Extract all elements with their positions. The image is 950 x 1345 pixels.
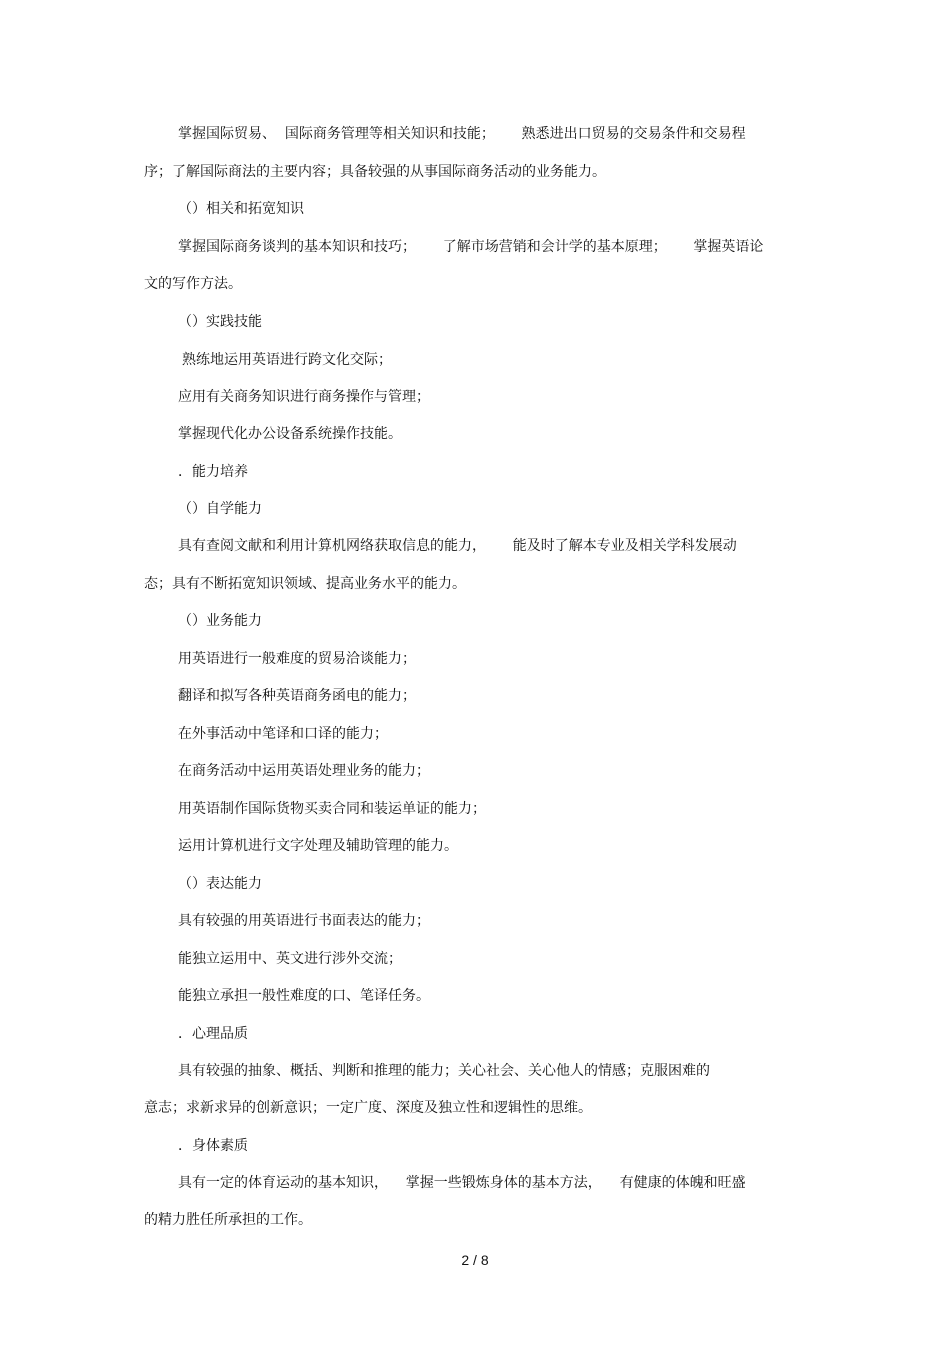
section-heading: （）实践技能 — [178, 314, 262, 330]
section-heading: ．能力培养 — [178, 464, 248, 480]
list-item: 用英语制作国际货物买卖合同和装运单证的能力； — [178, 801, 486, 817]
paragraph-line: 具有查阅文献和利用计算机网络获取信息的能力， 能及时了解本专业及相关学科发展动 — [178, 538, 737, 554]
list-item: 熟练地运用英语进行跨文化交际； — [182, 352, 392, 368]
paragraph-line: 掌握国际贸易、 国际商务管理等相关知识和技能； 熟悉进出口贸易的交易条件和交易程 — [178, 126, 746, 142]
section-heading: （）表达能力 — [178, 876, 262, 892]
paragraph-line: 的精力胜任所承担的工作。 — [144, 1212, 312, 1228]
list-item: 应用有关商务知识进行商务操作与管理； — [178, 389, 430, 405]
section-heading: ．身体素质 — [178, 1138, 248, 1154]
list-item: 运用计算机进行文字处理及辅助管理的能力。 — [178, 838, 458, 854]
section-heading: （）相关和拓宽知识 — [178, 201, 304, 217]
paragraph-line: 具有一定的体育运动的基本知识， 掌握一些锻炼身体的基本方法， 有健康的体魄和旺盛 — [178, 1175, 746, 1191]
list-item: 掌握现代化办公设备系统操作技能。 — [178, 426, 402, 442]
list-item: 具有较强的用英语进行书面表达的能力； — [178, 913, 430, 929]
section-heading: ．心理品质 — [178, 1026, 248, 1042]
section-heading: （）自学能力 — [178, 501, 262, 517]
paragraph-line: 具有较强的抽象、概括、判断和推理的能力；关心社会、关心他人的情感；克服困难的 — [178, 1063, 710, 1079]
list-item: 在商务活动中运用英语处理业务的能力； — [178, 763, 430, 779]
paragraph-line: 掌握国际商务谈判的基本知识和技巧； 了解市场营销和会计学的基本原理； 掌握英语论 — [178, 239, 764, 255]
paragraph-line: 意志；求新求异的创新意识；一定广度、深度及独立性和逻辑性的思维。 — [144, 1100, 592, 1116]
paragraph-line: 序；了解国际商法的主要内容；具备较强的从事国际商务活动的业务能力。 — [144, 164, 606, 180]
list-item: 用英语进行一般难度的贸易洽谈能力； — [178, 651, 416, 667]
list-item: 在外事活动中笔译和口译的能力； — [178, 726, 388, 742]
list-item: 翻译和拟写各种英语商务函电的能力； — [178, 688, 416, 704]
list-item: 能独立承担一般性难度的口、笔译任务。 — [178, 988, 430, 1004]
paragraph-line: 态；具有不断拓宽知识领域、提高业务水平的能力。 — [144, 576, 466, 592]
page-number: 2 / 8 — [461, 1252, 489, 1268]
section-heading: （）业务能力 — [178, 613, 262, 629]
paragraph-line: 文的写作方法。 — [144, 276, 242, 292]
list-item: 能独立运用中、英文进行涉外交流； — [178, 951, 402, 967]
